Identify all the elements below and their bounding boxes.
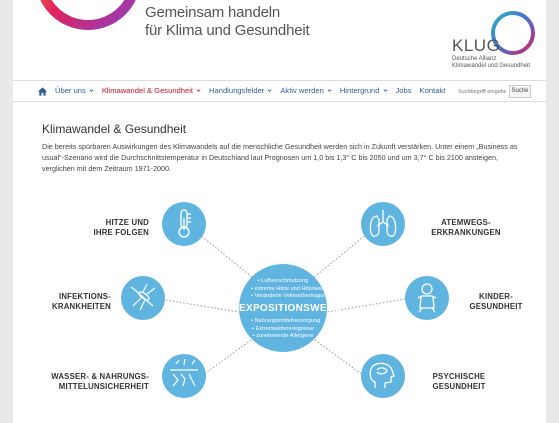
exposure-item: • Extremwetterereignisse [252, 325, 314, 332]
nav-item[interactable] [209, 86, 272, 95]
nav-item-label: Handlungsfelder [209, 86, 265, 95]
label-heat [73, 218, 149, 238]
label-line: MITTELUNSICHERHEIT [58, 382, 149, 391]
nav-item-label: Kontakt [419, 86, 446, 95]
nav-item-label: Hintergrund [339, 86, 380, 95]
label-line: PSYCHISCHE [432, 372, 486, 381]
label-line: IHRE FOLGEN [93, 228, 149, 237]
nav-item-label: Klimawandel & Gesundheit [101, 86, 194, 95]
chevron-down-icon [267, 88, 272, 93]
search-input[interactable] [456, 85, 506, 98]
connector-heat [199, 234, 253, 278]
klug-logo[interactable] [450, 8, 542, 74]
center-title: EXPOSITIONSWEGE [239, 303, 342, 314]
nav-item[interactable] [340, 86, 388, 95]
site-tagline [145, 4, 309, 40]
connector-respiratory [313, 234, 367, 278]
label-line: GESUNDHEIT [469, 302, 523, 311]
label-infection [35, 292, 111, 312]
nav-item-label: Über uns [55, 86, 86, 95]
label-line: HITZE UND [105, 218, 149, 227]
klug-logo-name: KLUG [452, 36, 501, 55]
nav-item[interactable] [102, 86, 201, 95]
nav-item[interactable] [55, 86, 94, 95]
klug-logo-subtitle [452, 56, 530, 70]
nav-item-label: Aktiv werden [280, 86, 324, 95]
exposure-item: • Luftverschmutzung [257, 278, 309, 284]
label-water [33, 372, 149, 392]
label-line: KRANKHEITEN [52, 302, 111, 311]
chevron-down-icon [196, 88, 201, 93]
psych-circle [361, 354, 405, 398]
exposure-item: • Veränderte Vektorübertragungen [251, 293, 336, 299]
connector-psych [315, 340, 367, 378]
page-title: Klimawandel & Gesundheit [42, 122, 187, 136]
chevron-down-icon [383, 88, 388, 93]
tagline-line-2: für Klima und Gesundheit [145, 22, 310, 39]
label-line: GESUNDHEIT [432, 382, 486, 391]
nav-item[interactable] [280, 86, 331, 95]
exposure-item: • extreme Hitze und Hitzewellen [251, 285, 331, 292]
exposure-item: • Nahrungsmittelversorgung [251, 318, 321, 324]
nav-item-label: Jobs [395, 86, 412, 95]
label-children [459, 292, 533, 312]
nav-item[interactable] [420, 86, 446, 95]
exposure-item: • zunehmende Allergene [252, 333, 314, 339]
home-icon[interactable] [37, 86, 48, 97]
main-navigation [13, 80, 546, 102]
chevron-down-icon [327, 88, 332, 93]
page [13, 0, 546, 423]
label-line: KINDER- [479, 292, 513, 301]
respiratory-circle [361, 202, 405, 246]
children-circle [405, 276, 449, 320]
label-line: ATEMWEGS- [441, 218, 491, 227]
logo-arc-graphic[interactable] [33, 0, 143, 32]
exposure-list-top [251, 278, 336, 301]
label-line: INFEKTIONS- [58, 292, 111, 301]
chevron-down-icon [89, 88, 94, 93]
connector-infection [159, 299, 239, 312]
tagline-line-1: Gemeinsam handeln [145, 4, 281, 21]
water-circle [162, 354, 206, 398]
site-header [13, 0, 546, 80]
exposure-list-bottom [251, 318, 321, 341]
exposure-pathways-diagram [13, 190, 546, 423]
klug-sub-line-2: Klimawandel und Gesundheit [452, 63, 531, 69]
label-line: WASSER- & NAHRUNGS- [51, 372, 149, 381]
label-respiratory [421, 218, 511, 238]
nav-menu [55, 86, 453, 95]
label-line: ERKRANKUNGEN [431, 228, 501, 237]
connector-water [199, 340, 251, 378]
label-psych [419, 372, 499, 392]
search-button[interactable]: Suche [509, 85, 531, 98]
klug-sub-line-1: Deutsche Allianz [452, 56, 497, 62]
intro-paragraph: Die bereits spürbaren Auswirkungen des Klimawandels auf die menschliche Gesundheit werden sich in Zukunft verstärken. Unter einem „Business as usual“-Szenario wird die Durchschnittstemperatur in Deutschland laut Prognosen um 1,0 bis 1,3° C bis 2050 und um 3,7° C bis 2100 ansteigen, verglichen mit dem Zeitraum 1971-2000. [42, 142, 518, 173]
nav-item[interactable] [396, 86, 412, 95]
